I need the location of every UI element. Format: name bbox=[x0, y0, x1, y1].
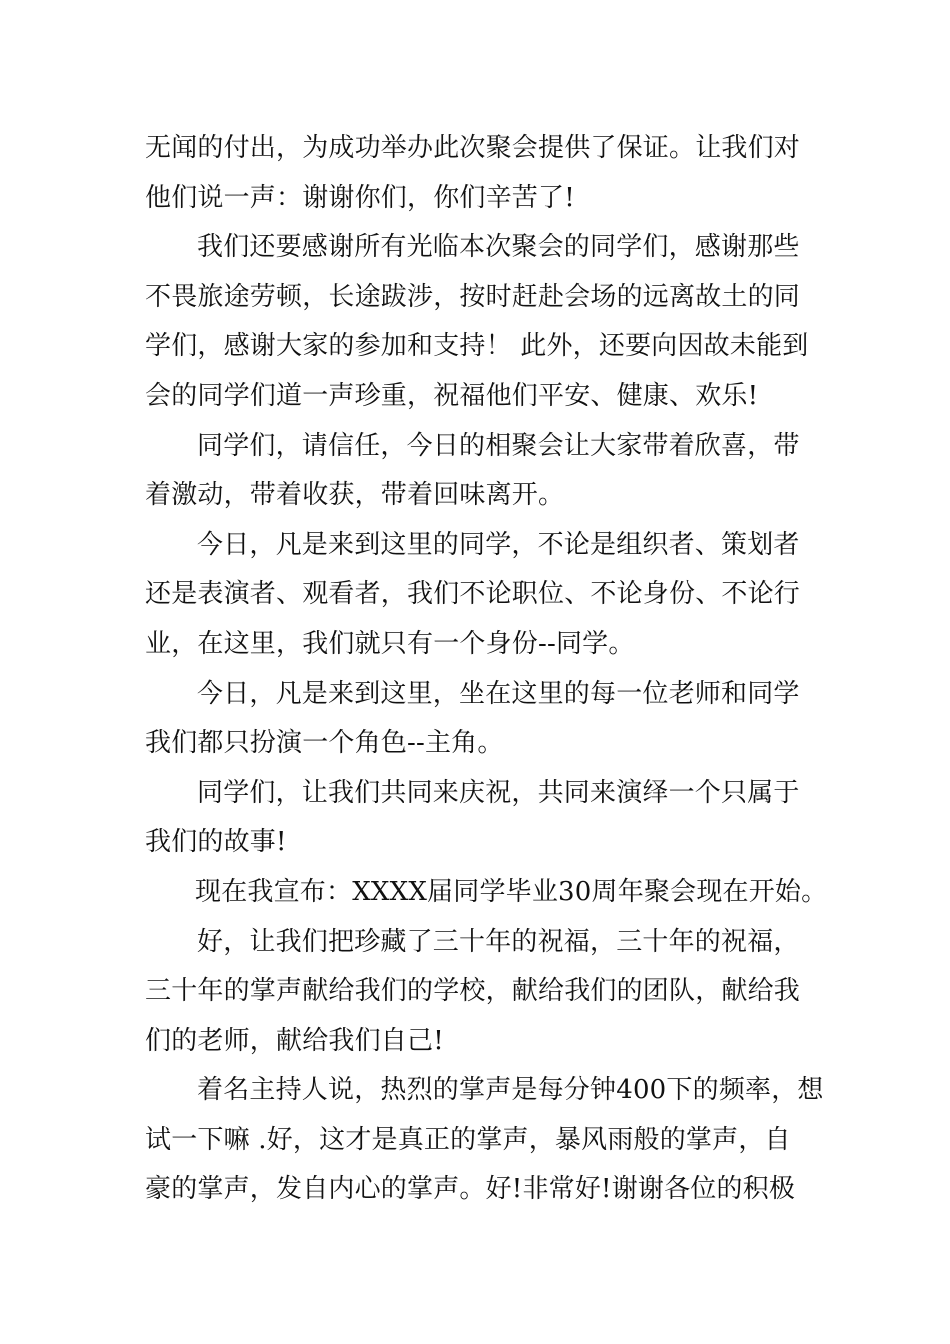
text-line: 豪的掌声，发自内心的掌声。好!非常好!谢谢各位的积极 bbox=[145, 1174, 796, 1205]
paragraph-first-line: 着名主持人说，热烈的掌声是每分钟400下的频率，想 bbox=[197, 1075, 824, 1106]
text-line: 试一下嘛 .好，这才是真正的掌声，暴风雨般的掌声，自 bbox=[145, 1124, 791, 1155]
text-line: 三十年的掌声献给我们的学校，献给我们的团队，献给我 bbox=[145, 976, 801, 1007]
paragraph-first-line: 同学们，让我们共同来庆祝，共同来演绎一个只属于 bbox=[197, 777, 800, 808]
text-line: 无闻的付出，为成功举办此次聚会提供了保证。让我们对 bbox=[145, 133, 801, 163]
text-line: 们的老师，献给我们自己! bbox=[145, 1025, 444, 1056]
text-line: 不畏旅途劳顿，长途跋涉，按时赶赴会场的远离故土的同 bbox=[145, 281, 801, 312]
paragraph-first-line: 同学们，请信任，今日的相聚会让大家带着欣喜，带 bbox=[197, 430, 800, 461]
announcement-line: 现在我宣布：XXXX届同学毕业30周年聚会现在开始。 bbox=[195, 876, 828, 907]
document-body bbox=[145, 124, 828, 1215]
paragraph-first-line: 今日，凡是来到这里的同学，不论是组织者、策划者 bbox=[197, 529, 800, 560]
paragraph-first-line: 我们还要感谢所有光临本次聚会的同学们，感谢那些 bbox=[197, 232, 800, 263]
text-line: 他们说一声：谢谢你们，你们辛苦了! bbox=[145, 182, 575, 213]
text-line: 业，在这里，我们就只有一个身份--同学。 bbox=[145, 628, 635, 659]
paragraph-first-line: 好，让我们把珍藏了三十年的祝福，三十年的祝福， bbox=[197, 926, 800, 957]
text-line: 还是表演者、观看者，我们不论职位、不论身份、不论行 bbox=[145, 579, 801, 610]
text-line: 我们的故事! bbox=[145, 827, 287, 858]
text-line: 我们都只扮演一个角色--主角。 bbox=[145, 728, 504, 759]
text-line: 学们，感谢大家的参加和支持！ 此外，还要向因故未能到 bbox=[145, 331, 809, 362]
paragraph-first-line: 今日，凡是来到这里，坐在这里的每一位老师和同学 bbox=[197, 678, 800, 709]
text-line: 着激动，带着收获，带着回味离开。 bbox=[145, 480, 565, 511]
text-line: 会的同学们道一声珍重，祝福他们平安、健康、欢乐! bbox=[145, 380, 759, 411]
